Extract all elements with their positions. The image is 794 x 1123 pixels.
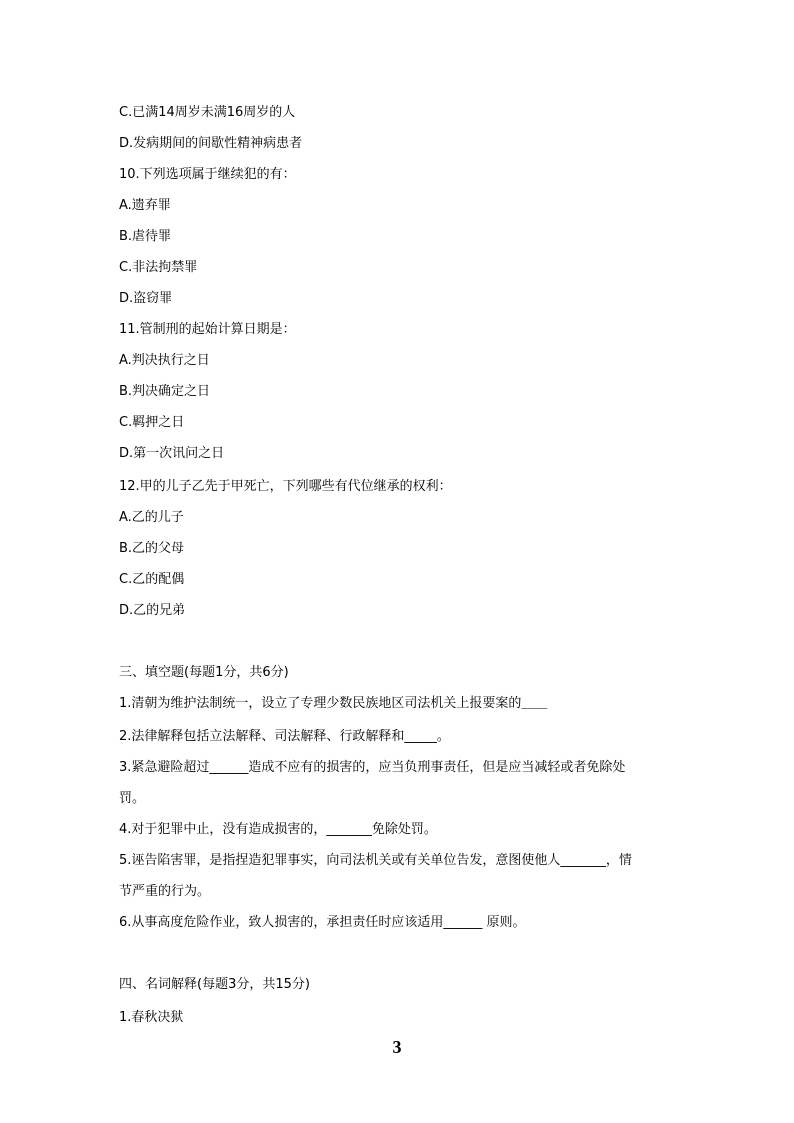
q12-option-b: B.乙的父母 [119, 541, 185, 556]
definition-question-1: 1.春秋决狱 [119, 1010, 184, 1025]
q11-option-b: B.判决确定之日 [119, 384, 211, 399]
option-c-age: C.已满14周岁未满16周岁的人 [119, 105, 296, 120]
fill-in-question-5: 5.诬告陷害罪，是指捏造犯罪事实，向司法机关或有关单位告发，意图使他人_______，情 [119, 853, 632, 868]
section-heading-fill-in: 三、填空题(每题1分，共6分) [119, 665, 289, 680]
q11-option-d: D.第一次讯问之日 [119, 446, 225, 461]
question-11: 11.管制刑的起始计算日期是： [119, 322, 296, 337]
fill-in-question-3-cont: 罚。 [119, 791, 146, 806]
fill-in-question-6: 6.从事高度危险作业，致人损害的，承担责任时应该适用______ 原则。 [119, 915, 526, 930]
section-heading-definitions: 四、名词解释(每题3分，共15分) [119, 977, 310, 992]
fill-in-question-5-cont: 节严重的行为。 [119, 884, 211, 899]
q11-option-a: A.判决执行之日 [119, 353, 210, 368]
q10-option-b: B.虐待罪 [119, 229, 172, 244]
question-10: 10.下列选项属于继续犯的有： [119, 167, 296, 182]
q10-option-d: D.盗窃罪 [119, 291, 173, 306]
q12-option-a: A.乙的儿子 [119, 510, 184, 525]
fill-in-question-2: 2.法律解释包括立法解释、司法解释、行政解释和_____。 [119, 729, 450, 744]
option-d-mental-illness: D.发病期间的间歇性精神病患者 [119, 136, 303, 151]
q10-option-a: A.遗弃罪 [119, 198, 171, 213]
fill-in-question-1: 1.清朝为维护法制统一，设立了专理少数民族地区司法机关上报要案的＿＿ [119, 696, 548, 711]
q10-option-c: C.非法拘禁罪 [119, 260, 198, 275]
fill-in-question-4: 4.对于犯罪中止，没有造成损害的，_______免除处罚。 [119, 822, 437, 837]
q12-option-d: D.乙的兄弟 [119, 603, 186, 618]
fill-in-question-3: 3.紧急避险超过______造成不应有的损害的，应当负刑事责任，但是应当减轻或者免除处 [119, 760, 626, 775]
q12-option-c: C.乙的配偶 [119, 572, 185, 587]
question-12: 12.甲的儿子乙先于甲死亡，下列哪些有代位继承的权利： [119, 479, 452, 494]
q11-option-c: C.羁押之日 [119, 415, 185, 430]
page-number: 3 [392, 1037, 402, 1057]
